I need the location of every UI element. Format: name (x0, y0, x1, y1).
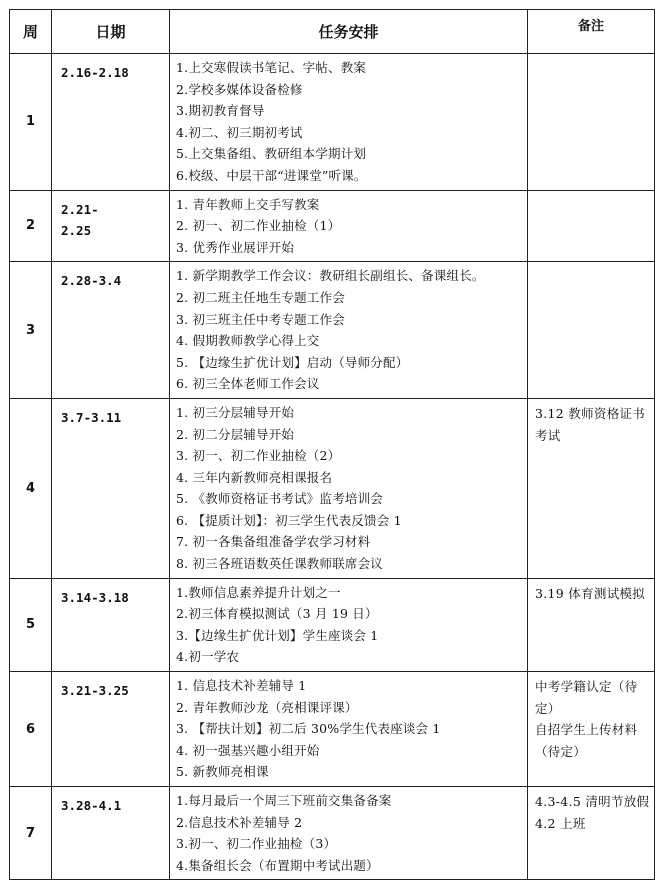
note-item: 3.19 体育测试模拟 (535, 585, 646, 601)
notes-cell (528, 262, 655, 399)
task-item: 2. 初一、初二作业抽检（1） (176, 218, 341, 234)
task-item: 6. 【提质计划】：初三学生代表反馈会 1 (176, 512, 402, 528)
task-item: 3.【边缘生扩优计划】学生座谈会 1 (176, 627, 379, 643)
task-list (170, 262, 528, 399)
week-number: 2 (10, 190, 52, 262)
week-number: 1 (10, 54, 52, 191)
notes-cell (528, 54, 655, 191)
date-range: 3.7-3.11 (52, 398, 170, 578)
notes-cell (528, 578, 655, 671)
date-column-header: 日期 (52, 10, 170, 54)
week-number: 5 (10, 578, 52, 671)
table-row (10, 578, 655, 671)
task-item: 5. 【边缘生扩优计划】启动（导师分配） (176, 354, 409, 370)
task-item: 1. 青年教师上交手写教案 (176, 196, 320, 212)
task-list (170, 787, 528, 880)
task-item: 4. 假期教师教学心得上交 (176, 333, 320, 349)
task-item: 2. 初二分层辅导开始 (176, 426, 295, 442)
task-item: 8. 初三各班语数英任课教师联席会议 (176, 556, 384, 572)
date-range: 3.21-3.25 (52, 672, 170, 787)
task-item: 6.校级、中层干部“进课堂”听课。 (176, 167, 367, 183)
task-item: 3. 初三班主任中考专题工作会 (176, 311, 345, 327)
task-item: 1.教师信息素养提升计划之一 (176, 584, 341, 600)
task-list (170, 672, 528, 787)
task-item: 1.每月最后一个周三下班前交集备备案 (176, 793, 392, 808)
task-item: 2.学校多媒体设备检修 (176, 81, 303, 97)
note-item: 4.2 上班 (535, 815, 586, 831)
note-item: 3.12 教师资格证书考试 (535, 405, 646, 443)
week-number: 4 (10, 398, 52, 578)
date-range: 3.28-4.1 (52, 787, 170, 880)
task-item: 1. 新学期教学工作会议：教研组长副组长、备课组长。 (176, 268, 485, 284)
notes-cell (528, 398, 655, 578)
date-range: 2.16-2.18 (52, 54, 170, 191)
task-item: 3.期初教育督导 (176, 103, 265, 119)
week-number: 6 (10, 672, 52, 787)
table-row (10, 190, 655, 262)
week-number: 3 (10, 262, 52, 399)
table-row (10, 672, 655, 787)
table-row (10, 262, 655, 399)
task-item: 7. 初一各集备组准备学农学习材料 (176, 534, 371, 550)
schedule-body (10, 54, 655, 880)
task-item: 5. 《教师资格证书考试》监考培训会 (176, 491, 384, 507)
notes-cell (528, 190, 655, 262)
note-item: 自招学生上传材料（待定） (535, 722, 638, 759)
date-range: 2.21- 2.25 (52, 190, 170, 262)
task-item: 2.信息技术补差辅导 2 (176, 814, 303, 830)
task-item: 3. 初一、初二作业抽检（2） (176, 448, 341, 464)
task-list (170, 398, 528, 578)
task-item: 2. 青年教师沙龙（亮相课评课） (176, 699, 358, 715)
note-item: 中考学籍认定（待定） (535, 679, 638, 716)
notes-cell (528, 787, 655, 880)
task-item: 4.集备组长会（布置期中考试出题） (176, 857, 379, 873)
task-list (170, 578, 528, 671)
task-item: 2. 初二班主任地生专题工作会 (176, 289, 345, 305)
task-item: 1. 初三分层辅导开始 (176, 404, 295, 420)
task-item: 4.初一学农 (176, 649, 240, 665)
task-item: 3.初一、初二作业抽检（3） (176, 836, 337, 852)
task-item: 3. 优秀作业展评开始 (176, 239, 295, 255)
tasks-column-header: 任务安排 (170, 10, 528, 54)
table-header-row (10, 10, 655, 54)
date-range: 3.14-3.18 (52, 578, 170, 671)
notes-column-header: 备注 (528, 10, 655, 54)
date-range: 2.28-3.4 (52, 262, 170, 399)
task-item: 4. 初一强基兴趣小组开始 (176, 742, 320, 758)
task-list (170, 54, 528, 191)
task-item: 1. 信息技术补差辅导 1 (176, 678, 307, 694)
task-item: 3. 【帮扶计划】初二后 30%学生代表座谈会 1 (176, 721, 441, 737)
notes-cell (528, 672, 655, 787)
task-item: 5. 新教师亮相课 (176, 764, 269, 780)
task-item: 6. 初三全体老师工作会议 (176, 376, 320, 392)
task-item: 1.上交寒假读书笔记、字帖、教案 (176, 60, 367, 75)
task-item: 4.初二、初三期初考试 (176, 124, 303, 140)
task-item: 2.初三体育模拟测试（3 月 19 日） (176, 606, 378, 622)
task-item: 4. 三年内新教师亮相课报名 (176, 469, 333, 485)
table-row (10, 54, 655, 191)
table-row (10, 787, 655, 880)
task-item: 5.上交集备组、教研组本学期计划 (176, 146, 367, 162)
schedule-table (9, 9, 655, 880)
table-row (10, 398, 655, 578)
week-number: 7 (10, 787, 52, 880)
task-list (170, 190, 528, 262)
week-column-header: 周 (10, 10, 52, 54)
note-item: 4.3-4.5 清明节放假 (535, 794, 650, 809)
